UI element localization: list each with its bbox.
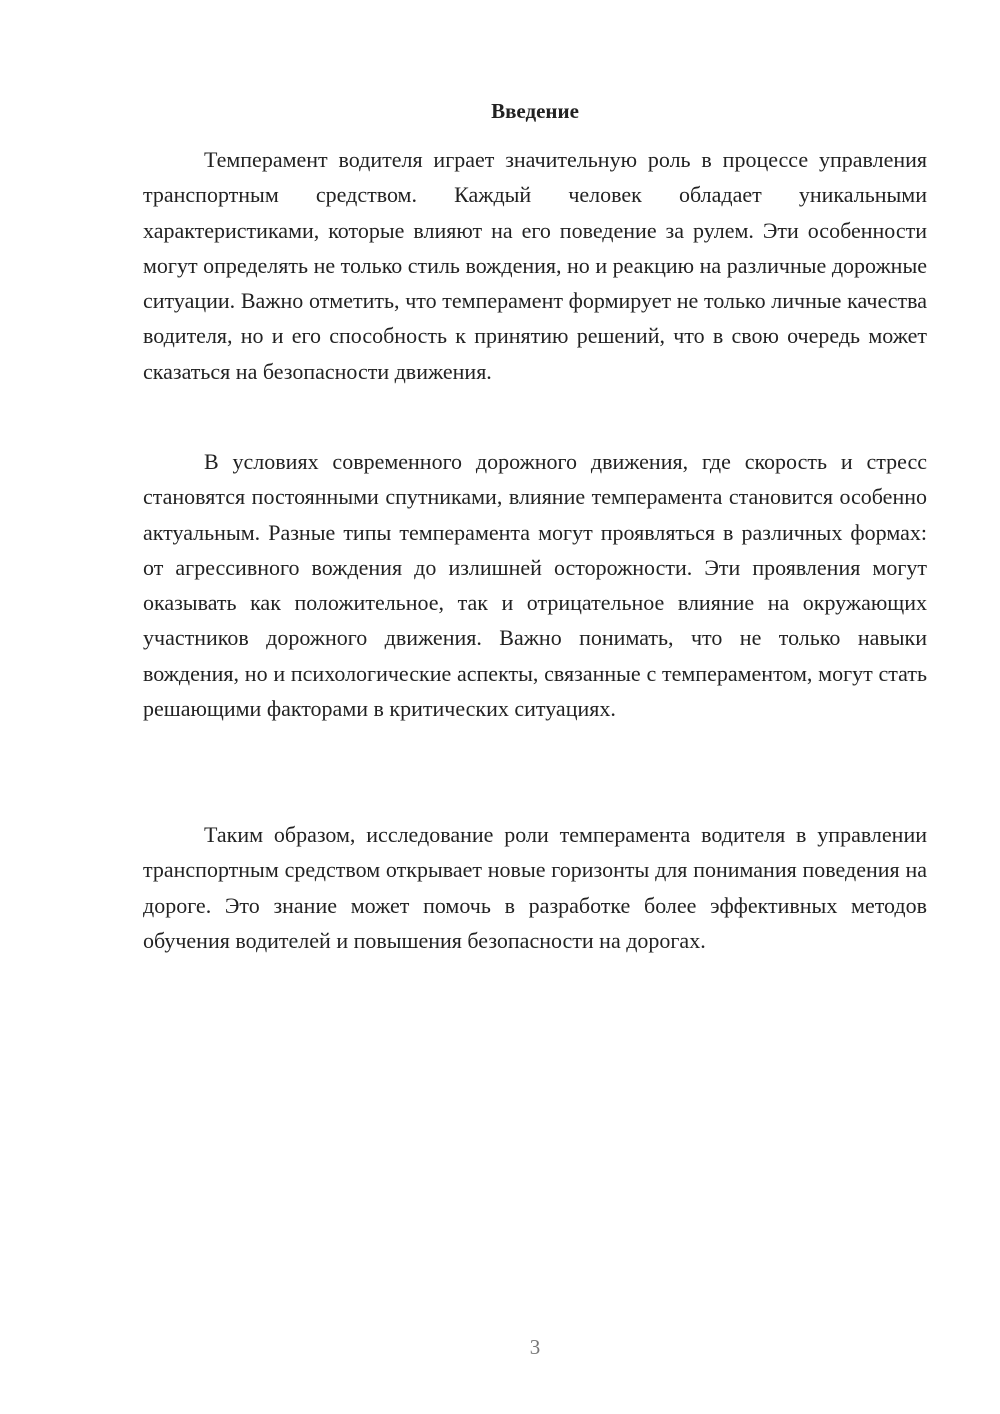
paragraph-2: В условиях современного дорожного движения, где скорость и стресс становятся постоянными спутниками, влияние темперамента становится особенно актуальным. Разные типы темперамента могут проявляться в различных формах: от агрессивного вождения до излишней осторожности. Эти проявления могут оказывать как положительное, так и отрицательное влияние на окружающих участников дорожного движения. Важно понимать, что не только навыки вождения, но и психологические аспекты, связанные с темпераментом, могут стать решающими факторами в критических ситуациях. (143, 449, 927, 722)
section-heading: Введение (491, 99, 579, 123)
paragraph-3: Таким образом, исследование роли темперамента водителя в управлении транспортным средством открывает новые горизонты для понимания поведения на дороге. Это знание может помочь в разработке более эффективных методов обучения водителей и повышения безопасности на дорогах. (143, 822, 927, 953)
paragraph-1: Темперамент водителя играет значительную роль в процессе управления транспортным средством. Каждый человек обладает уникальными характеристиками, которые влияют на его поведение за рулем. Эти особенности могут определять не только стиль вождения, но и реакцию на различные дорожные ситуации. Важно отметить, что темперамент формирует не только личные качества водителя, но и его способность к принятию решений, что в свою очередь может сказаться на безопасности движения. (143, 147, 927, 384)
page-number: 3 (529, 1335, 541, 1359)
